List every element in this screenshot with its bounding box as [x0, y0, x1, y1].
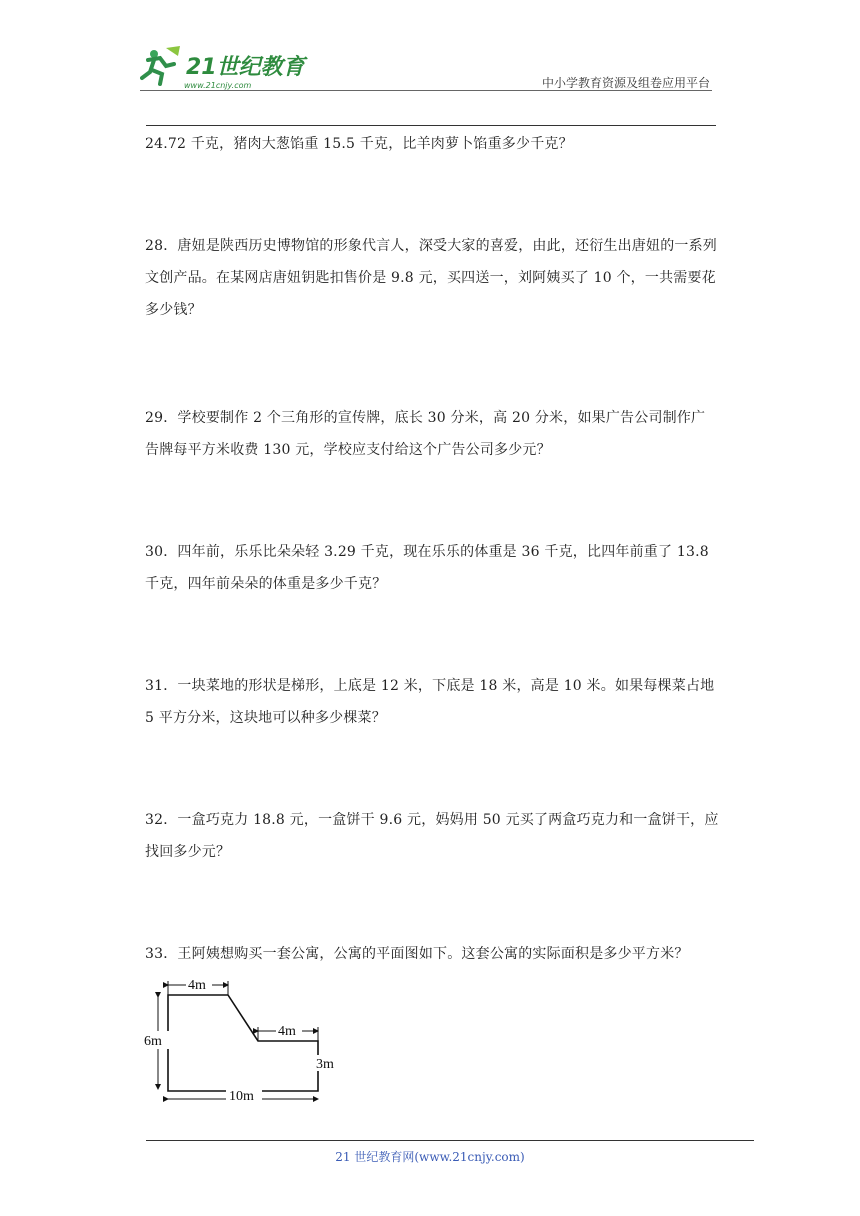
bottom-width-label: 10m — [229, 1089, 254, 1104]
question-30: 30．四年前，乐乐比朵朵轻 3.29 千克，现在乐乐的体重是 36 千克，比四年前重了 13.8 千克，四年前朵朵的体重是多少千克？ — [145, 544, 709, 592]
question-32: 32．一盒巧克力 18.8 元，一盒饼干 9.6 元，妈妈用 50 元买了两盒巧克力和一盒饼干，应找回多少元？ — [145, 812, 719, 860]
header-divider — [140, 90, 712, 91]
question-27-tail: 24.72 千克，猪肉大葱馅重 15.5 千克，比羊肉萝卜馅重多少千克？ — [145, 136, 573, 152]
platform-name: 中小学教育资源及组卷应用平台 — [541, 76, 710, 90]
logo-text: 21世纪教育 — [186, 55, 305, 80]
runner-icon — [142, 46, 180, 84]
question-29: 29．学校要制作 2 个三角形的宣传牌，底长 30 分米，高 20 分米，如果广告公司制作广告牌每平方米收费 130 元，学校应支付给这个广告公司多少元？ — [145, 410, 706, 458]
question-28: 28．唐妞是陕西历史博物馆的形象代言人，深受大家的喜爱，由此，还衍生出唐妞的一系列文创产品。在某网店唐妞钥匙扣售价是 9.8 元，买四送一，刘阿姨买了 10 个，一共需要花多少钱？ — [145, 238, 718, 318]
question-31: 31．一块菜地的形状是梯形，上底是 12 米，下底是 18 米，高是 10 米。如果每棵菜占地 5 平方分米，这块地可以种多少棵菜？ — [145, 678, 715, 726]
footer-link[interactable]: 21 世纪教育网(www.21cnjy.com) — [335, 1150, 525, 1164]
step-width-label: 4m — [278, 1024, 296, 1039]
footer-divider — [146, 1140, 754, 1141]
logo-url: www.21cnjy.com — [184, 81, 252, 90]
top-width-label: 4m — [188, 978, 206, 993]
left-height-label: 6m — [144, 1034, 162, 1049]
apartment-floor-plan — [140, 975, 350, 1105]
plan-outline — [168, 995, 318, 1091]
question-33: 33．王阿姨想购买一套公寓，公寓的平面图如下。这套公寓的实际面积是多少平方米？ — [145, 946, 689, 962]
right-height-label: 3m — [316, 1057, 334, 1072]
content-top-divider — [146, 125, 716, 126]
site-logo — [140, 44, 320, 94]
